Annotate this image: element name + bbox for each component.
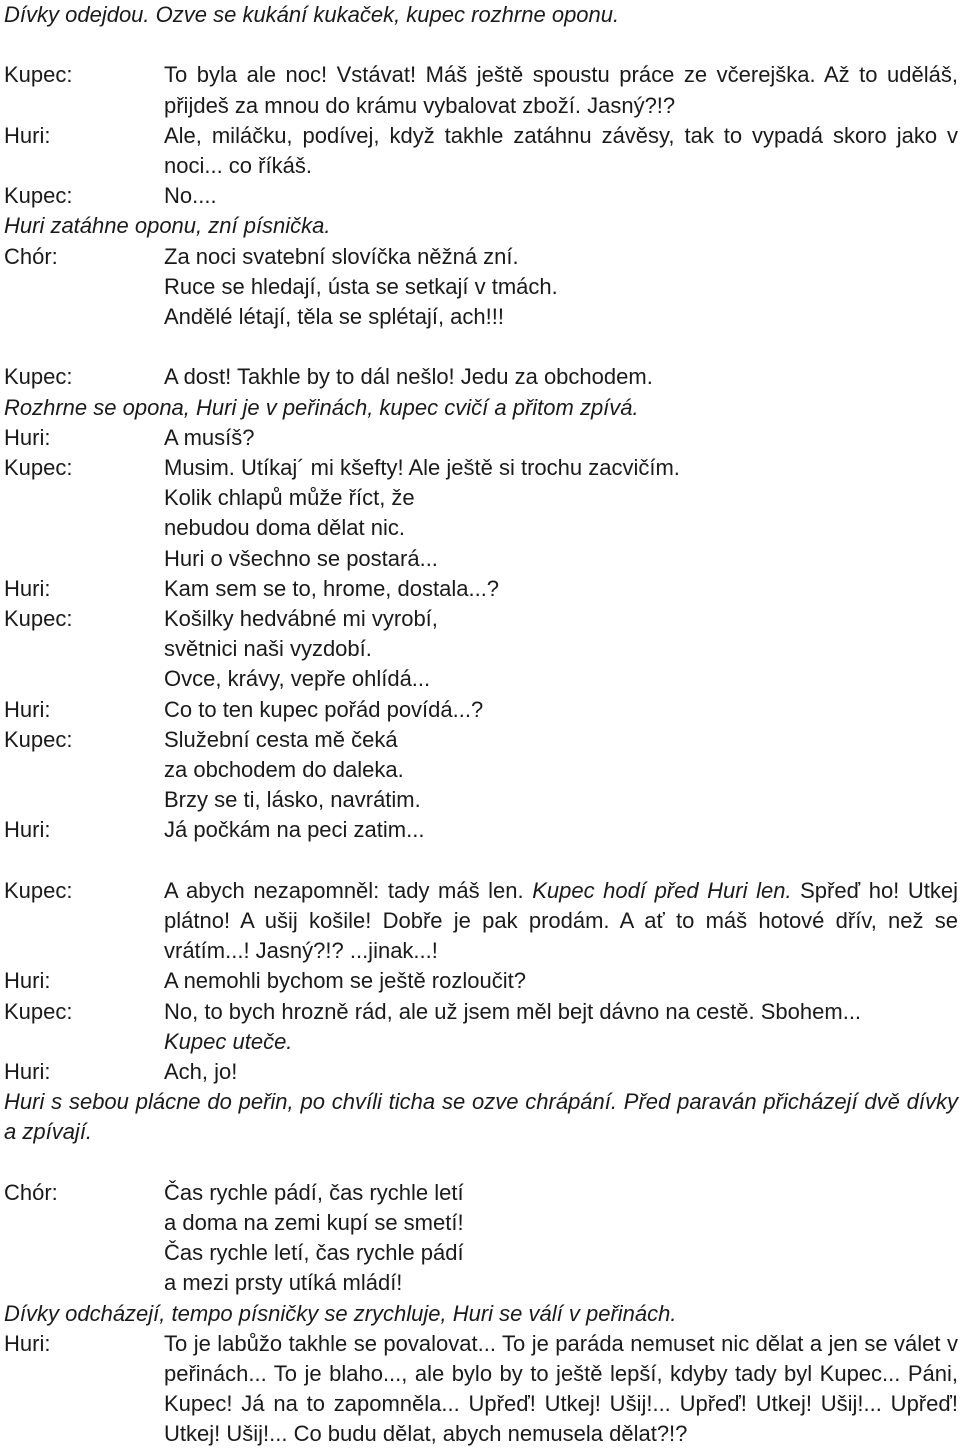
- dialogue-line: [0, 453, 960, 483]
- speaker-name: Kupec:: [4, 726, 73, 752]
- dialogue-line: [0, 1238, 960, 1268]
- dialogue-text: A musíš?: [164, 424, 255, 450]
- speaker-name: Kupec:: [4, 998, 73, 1024]
- dialogue-line: [0, 483, 960, 513]
- dialogue-fragment: A abych nezapomněl: tady máš len.: [164, 877, 533, 903]
- dialogue-text: Huri o všechno se postará...: [164, 545, 438, 571]
- stage-direction: Dívky odcházejí, tempo písničky se zrychluje, Huri se válí v peřinách.: [4, 1300, 677, 1326]
- speaker-name: Kupec:: [4, 364, 73, 390]
- dialogue-text: Košilky hedvábné mi vyrobí,: [164, 606, 438, 632]
- dialogue-text: Andělé létají, těla se splétají, ach!!!: [164, 304, 504, 330]
- dialogue-line: [0, 362, 960, 392]
- dialogue-line: [0, 60, 960, 120]
- dialogue-line: [0, 966, 960, 996]
- dialogue-text: a doma na zemi kupí se smetí!: [164, 1210, 464, 1236]
- speaker-name: Chór:: [4, 243, 58, 269]
- dialogue-line: [0, 1268, 960, 1298]
- dialogue-line: [0, 302, 960, 332]
- dialogue-text: Čas rychle pádí, čas rychle letí: [164, 1179, 464, 1205]
- dialogue-text: za obchodem do daleka.: [164, 757, 404, 783]
- dialogue-text: Ale, miláčku, podívej, když takhle zatáhnu závěsy, tak to vypadá skoro jako v noci... co říkáš.: [164, 122, 958, 178]
- stage-direction: Huri s sebou plácne do peřin, po chvíli ticha se ozve chrápání. Před paraván přicházejí dvě dívky a zpívají.: [4, 1089, 958, 1145]
- stage-direction: Dívky odejdou. Ozve se kukání kukaček, kupec rozhrne oponu.: [4, 2, 620, 27]
- blank-line: [0, 332, 960, 362]
- speaker-name: Kupec:: [4, 62, 73, 88]
- dialogue-text: To byla ale noc! Vstávat! Máš ještě spoustu práce ze včerejška. Až to uděláš, přijdeš za mnou do krámu vybalovat zboží. Jasný?!?: [164, 62, 958, 118]
- blank-line: [0, 1148, 960, 1178]
- dialogue-text: Kam sem se to, hrome, dostala...?: [164, 575, 500, 601]
- speaker-name: Kupec:: [4, 877, 73, 903]
- speaker-name: Huri:: [4, 424, 51, 450]
- blank-line: [0, 30, 960, 60]
- speaker-name: Huri:: [4, 575, 51, 601]
- dialogue-line: [0, 423, 960, 453]
- dialogue-text: A dost! Takhle by to dál nešlo! Jedu za obchodem.: [164, 364, 653, 390]
- dialogue-text: Čas rychle letí, čas rychle pádí: [164, 1240, 464, 1266]
- dialogue-line: [0, 634, 960, 664]
- dialogue-line: [0, 1178, 960, 1208]
- dialogue-line: [0, 513, 960, 543]
- speaker-name: Kupec:: [4, 455, 73, 481]
- dialogue-line: [0, 121, 960, 181]
- speaker-name: Huri:: [4, 817, 51, 843]
- dialogue-text: a mezi prsty utíká mládí!: [164, 1270, 403, 1296]
- speaker-name: Huri:: [4, 1059, 51, 1085]
- dialogue-text: Musim. Utíkaj´ mi kšefty! Ale ještě si trochu zacvičím.: [164, 455, 680, 481]
- dialogue-line: [0, 755, 960, 785]
- dialogue-text: No....: [164, 183, 217, 209]
- dialogue-line: [0, 1027, 960, 1057]
- dialogue-line: [0, 815, 960, 845]
- dialogue-text: Co to ten kupec pořád povídá...?: [164, 696, 484, 722]
- stage-direction: Huri zatáhne oponu, zní písnička.: [4, 213, 331, 239]
- dialogue-text: Ach, jo!: [164, 1059, 238, 1085]
- dialogue-line: [0, 242, 960, 272]
- stage-direction: Rozhrne se opona, Huri je v peřinách, kupec cvičí a přitom zpívá.: [4, 394, 639, 420]
- speaker-name: Huri:: [4, 968, 51, 994]
- dialogue-line: [0, 876, 960, 967]
- dialogue-line: [0, 272, 960, 302]
- dialogue-line: [0, 181, 960, 211]
- dialogue-text: Ruce se hledají, ústa se setkají v tmách.: [164, 273, 558, 299]
- inline-stage-direction: Kupec uteče.: [164, 1028, 293, 1054]
- speaker-name: Kupec:: [4, 183, 73, 209]
- dialogue-line: [0, 1057, 960, 1087]
- speaker-name: Chór:: [4, 1179, 58, 1205]
- dialogue-line: [0, 695, 960, 725]
- dialogue-line: [0, 1329, 960, 1450]
- speaker-name: Huri:: [4, 1330, 51, 1356]
- dialogue-line: [0, 664, 960, 694]
- dialogue-line: [0, 1208, 960, 1238]
- dialogue-line: [0, 725, 960, 755]
- dialogue-line: [0, 785, 960, 815]
- dialogue-fragment: Spřeď ho! Utkej plátno! A ušij košile! Dobře je pak prodám. A ať to máš hotové dřív, než se vrátím...! Jasný?!? ...jinak...!: [164, 877, 958, 964]
- dialogue-text: Ovce, krávy, vepře ohlídá...: [164, 666, 431, 692]
- dialogue-line: [0, 544, 960, 574]
- dialogue-text: Já počkám na peci zatim...: [164, 817, 425, 843]
- dialogue-text: Kolik chlapů může říct, že: [164, 485, 415, 511]
- dialogue-line: [0, 574, 960, 604]
- dialogue-text: To je labůžo takhle se povalovat... To je paráda nemuset nic dělat a jen se válet v peřinách... To je blaho..., ale bylo by to ještě lepší, kdyby tady byl Kupec... Páni, Kupec! Já na to zapomněla... Upřeď! Utkej! Ušij!... Upřeď! Utkej! Ušij!... Upřeď! Utkej! Ušij!... Co budu dělat, abych nemusela dělat?!?: [164, 1330, 958, 1447]
- dialogue-text: Služební cesta mě čeká: [164, 726, 398, 752]
- dialogue-text: Za noci svatební slovíčka něžná zní.: [164, 243, 519, 269]
- dialogue-text: Brzy se ti, lásko, navrátim.: [164, 787, 421, 813]
- speaker-name: Huri:: [4, 122, 51, 148]
- dialogue-text: A nemohli bychom se ještě rozloučit?: [164, 968, 526, 994]
- blank-line: [0, 846, 960, 876]
- speaker-name: Huri:: [4, 696, 51, 722]
- dialogue-text: nebudou doma dělat nic.: [164, 515, 405, 541]
- dialogue-text: světnici naši vyzdobí.: [164, 636, 372, 662]
- speaker-name: Kupec:: [4, 606, 73, 632]
- inline-stage-direction: Kupec hodí před Huri len.: [532, 877, 792, 903]
- dialogue-text: No, to bych hrozně rád, ale už jsem měl bejt dávno na cestě. Sbohem...: [164, 998, 862, 1024]
- dialogue-line: [0, 997, 960, 1027]
- dialogue-text: [164, 876, 960, 967]
- dialogue-line: [0, 604, 960, 634]
